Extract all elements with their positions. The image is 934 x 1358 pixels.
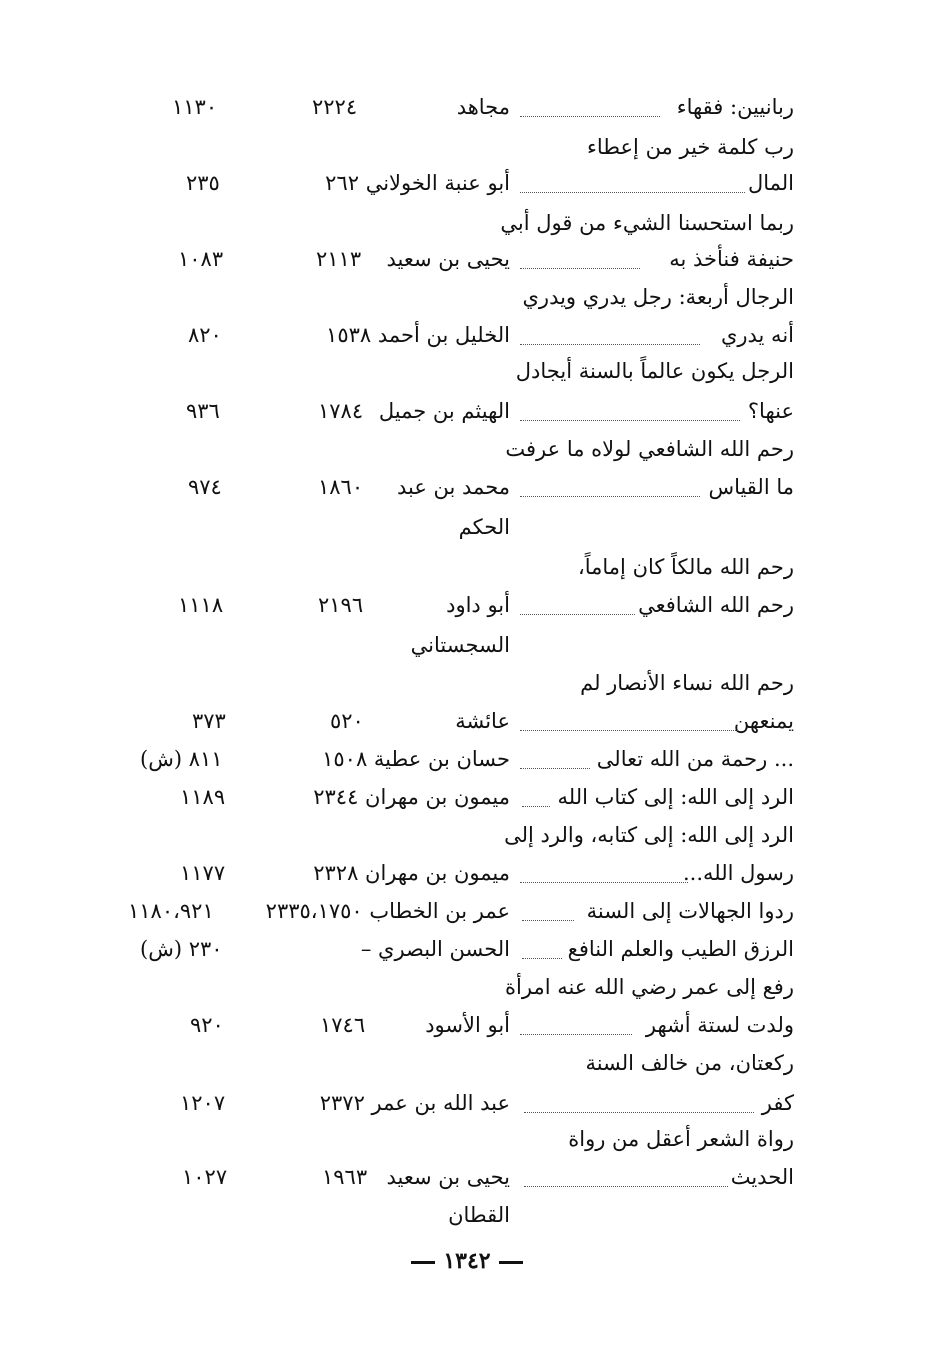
entry-text: رب كلمة خير من إعطاء — [587, 135, 794, 159]
entry-text: الرد إلى الله: إلى كتاب الله — [557, 785, 794, 809]
leader-dots — [520, 730, 738, 731]
entry-number: ٢١٩٦ — [318, 593, 364, 617]
leader-dots — [520, 192, 745, 193]
leader-dots — [520, 768, 590, 769]
entry-narrator: الحسن البصري – — [360, 937, 510, 961]
entry-text: رواة الشعر أعقل من رواة — [568, 1127, 794, 1151]
entry-text: ربانيين: فقهاء — [676, 95, 794, 119]
entry-ref: ٩٣٦ — [186, 399, 220, 423]
leader-dots — [524, 1186, 728, 1187]
entry-narrator: يحيى بن سعيد — [386, 1165, 510, 1189]
entry-ref: ١١٧٧ — [180, 861, 226, 885]
entry-text: عنها؟ — [747, 399, 794, 423]
entry-text: أنه يدري — [720, 323, 794, 347]
entry-ref: ٣٧٣ — [192, 709, 226, 733]
entry-narrator: أبو داود — [446, 593, 510, 617]
entry-number: ١٨٦٠ — [318, 475, 364, 499]
leader-dots — [522, 920, 574, 921]
leader-dots — [520, 614, 635, 615]
entry-narrator: أبو الأسود — [425, 1013, 510, 1037]
entry-ref: ٩٢٠ — [190, 1013, 224, 1037]
entry-text: الرزق الطيب والعلم النافع — [567, 937, 794, 961]
entry-ref: ٩٧٤ — [188, 475, 222, 499]
entry-text: الحديث — [730, 1165, 794, 1189]
entry-text: ركعتان، من خالف السنة — [585, 1051, 794, 1075]
entry-narrator: ميمون بن مهران ٢٣٢٨ — [313, 861, 510, 885]
entry-text: رفع إلى عمر رضي الله عنه امرأة — [505, 975, 794, 999]
entry-ref: ٢٣٥ — [186, 171, 220, 195]
entry-text: المال — [747, 171, 794, 195]
dash-left — [411, 1261, 435, 1264]
entry-ref: ١٠٨٣ — [178, 247, 224, 271]
leader-dots — [520, 420, 740, 421]
entry-narrator-continued: القطان — [448, 1203, 510, 1227]
page-number — [0, 1248, 934, 1274]
entry-number: ١٧٨٤ — [318, 399, 364, 423]
entry-ref: ١١٨٠،٩٢١ — [128, 899, 214, 923]
entry-ref: ١١١٨ — [178, 593, 224, 617]
entry-text: ما القياس — [708, 475, 794, 499]
entry-text: كفر — [761, 1091, 794, 1115]
entry-text: رحم الله الشافعي — [638, 593, 794, 617]
leader-dots — [520, 1034, 632, 1035]
entry-narrator: الهيثم بن جميل — [378, 399, 510, 423]
entry-text: ... رحمة من الله تعالى — [596, 747, 794, 771]
entry-ref: ١٠٢٧ — [182, 1165, 228, 1189]
page-number-text: ١٣٤٢ — [443, 1248, 491, 1274]
entry-narrator: عمر بن الخطاب ٢٣٣٥،١٧٥٠ — [265, 899, 510, 923]
leader-dots — [520, 882, 688, 883]
entry-ref: ٨٢٠ — [188, 323, 222, 347]
entry-text: رحم الله مالكاً كان إماماً، — [577, 555, 794, 579]
entry-ref: ١١٣٠ — [172, 95, 218, 119]
entry-text: رحم الله نساء الأنصار لم — [580, 671, 794, 695]
entry-text: الرجال أربعة: رجل يدري ويدري — [522, 285, 794, 309]
entry-narrator: محمد بن عبد — [396, 475, 510, 499]
leader-dots — [520, 268, 640, 269]
entry-ref: ٨١١ (ش) — [140, 747, 223, 771]
entry-number: ٢١١٣ — [316, 247, 362, 271]
entry-number: ١٩٦٣ — [322, 1165, 368, 1189]
leader-dots — [520, 344, 700, 345]
entry-number: ٢٢٢٤ — [312, 95, 358, 119]
entry-text: ردوا الجهالات إلى السنة — [586, 899, 794, 923]
entry-ref: ٢٣٠ (ش) — [140, 937, 223, 961]
entry-number: ١٧٤٦ — [320, 1013, 366, 1037]
entry-text: رحم الله الشافعي لولاه ما عرفت — [505, 437, 794, 461]
entry-narrator-continued: الحكم — [458, 515, 510, 539]
leader-dots — [522, 806, 550, 807]
leader-dots — [520, 116, 660, 117]
entry-narrator: مجاهد — [456, 95, 510, 119]
leader-dots — [520, 496, 700, 497]
leader-dots — [522, 958, 562, 959]
entry-text: الرد إلى الله: إلى كتابه، والرد إلى — [504, 823, 794, 847]
entry-text: الرجل يكون عالماً بالسنة أيجادل — [515, 359, 794, 383]
entry-number: ٥٢٠ — [330, 709, 364, 733]
entry-narrator: الخليل بن أحمد ١٥٣٨ — [326, 323, 510, 347]
dash-right — [499, 1261, 523, 1264]
entry-narrator: أبو عنبة الخولاني ٢٦٢ — [325, 171, 510, 195]
entry-narrator: يحيى بن سعيد — [386, 247, 510, 271]
entry-text: رسول الله... — [683, 861, 794, 885]
leader-dots — [524, 1112, 754, 1113]
entry-text: حنيفة فنأخذ به — [669, 247, 794, 271]
entry-narrator: عائشة — [455, 709, 510, 733]
entry-narrator: عبد الله بن عمر ٢٣٧٢ — [319, 1091, 510, 1115]
entry-narrator-continued: السجستاني — [410, 633, 510, 657]
entry-narrator: ميمون بن مهران ٢٣٤٤ — [313, 785, 510, 809]
entry-text: يمنعهن — [733, 709, 794, 733]
entry-text: ولدت لستة أشهر — [645, 1013, 794, 1037]
entry-narrator: حسان بن عطية ١٥٠٨ — [322, 747, 510, 771]
entry-ref: ١٢٠٧ — [180, 1091, 226, 1115]
entry-text: ربما استحسنا الشيء من قول أبي — [500, 211, 794, 235]
entry-ref: ١١٨٩ — [180, 785, 226, 809]
